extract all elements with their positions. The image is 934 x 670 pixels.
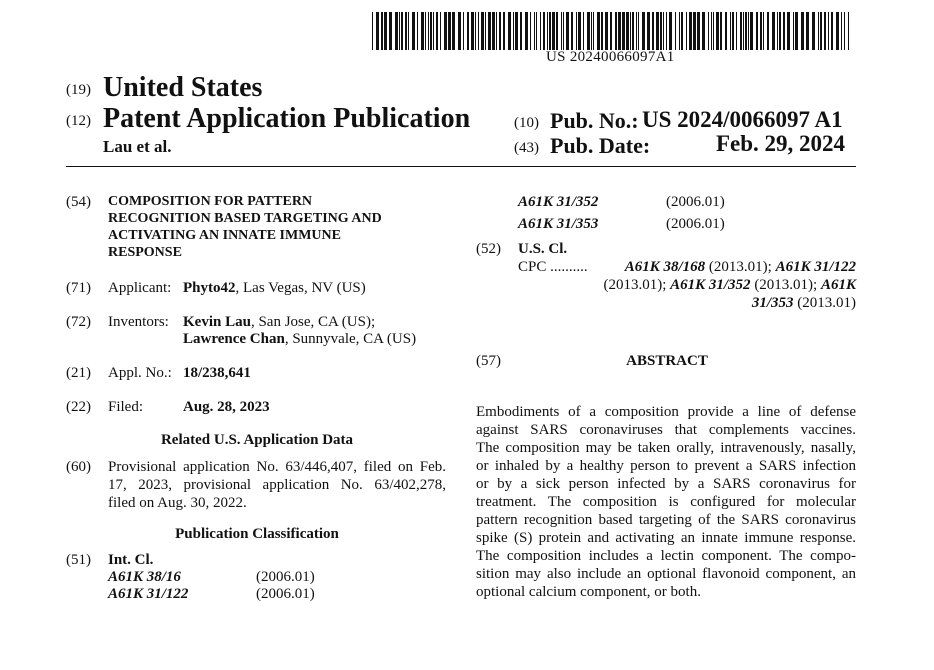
abstract-heading: ABSTRACT (626, 353, 708, 369)
code-71: (71) (66, 280, 91, 296)
cpc-year: (2013.01); (708, 259, 772, 275)
related-data-heading: Related U.S. Application Data (160, 432, 354, 448)
inventor-2-name: Lawrence Chan (183, 331, 285, 347)
code-54: (54) (66, 194, 91, 210)
us-cl-label: U.S. Cl. (518, 241, 568, 257)
provisional-line: 17, 2023, provisional application No. 63/402,278, (108, 477, 446, 493)
abstract-line: against SARS coronaviruses that complements vaccines. (476, 422, 856, 438)
int-cl-code: A61K 31/122 (108, 586, 189, 602)
abstract-line: or inhaled by a healthy person to prevent a SARS infection (476, 458, 856, 474)
cpc-line-3 (518, 294, 856, 312)
pub-no-label: Pub. No.: (550, 108, 639, 133)
cpc-year: (2013.01) (797, 295, 856, 311)
code-60: (60) (66, 459, 91, 475)
abstract-line: optional calcium component, or both. (476, 584, 701, 600)
int-cl-year: (2006.01) (666, 216, 725, 232)
pub-no: US 2024/0066097 A1 (642, 107, 843, 132)
abstract-line: sition may also include an optional flavonoid component, an (476, 566, 856, 582)
cpc-line-2 (518, 276, 856, 294)
code-19: (19) (66, 82, 91, 98)
filed-label: Filed: (108, 399, 144, 415)
cpc-label: CPC .......... (518, 259, 588, 275)
int-cl-year: (2006.01) (256, 586, 315, 602)
abstract-line: treatment. The composition is configured for molecular (476, 494, 856, 510)
invention-title (108, 193, 382, 261)
applicant-location: , Las Vegas, NV (US) (235, 280, 366, 296)
code-21: (21) (66, 365, 91, 381)
applicant-name: Phyto42 (183, 280, 236, 296)
cpc-code: A61K 31/122 (775, 259, 856, 275)
abstract-line: The composition may be taken orally, intravenously, nasally, (476, 440, 856, 456)
barcode-space (849, 12, 850, 50)
cpc-line-1 (518, 258, 856, 276)
barcode (372, 12, 850, 50)
code-10: (10) (514, 115, 539, 131)
abstract-line: The composition includes a lectin component. The compo- (476, 548, 856, 564)
code-22: (22) (66, 399, 91, 415)
cpc-code-prefix: A61K (820, 277, 856, 293)
abstract-line: or by a sick person infected by a SARS coronavirus for (476, 476, 856, 492)
pub-date: Feb. 29, 2024 (716, 131, 846, 156)
abstract-line: spike (S) protein and activating an innate immune response. (476, 530, 856, 546)
header-rule (66, 166, 856, 167)
code-43: (43) (514, 140, 539, 156)
provisional-text (108, 458, 446, 512)
int-cl-code: A61K 31/352 (518, 194, 599, 210)
abstract-text (476, 403, 856, 601)
code-57: (57) (476, 353, 501, 369)
title-line: RECOGNITION BASED TARGETING AND (108, 211, 382, 226)
applicant (183, 279, 366, 297)
cpc-year: (2013.01); (754, 277, 818, 293)
inventors-label: Inventors: (108, 314, 169, 330)
cpc-code: A61K 38/168 (624, 259, 706, 275)
inventor-2 (183, 330, 416, 348)
int-cl-code: A61K 31/353 (518, 216, 599, 232)
code-52: (52) (476, 241, 501, 257)
publication-classification-heading: Publication Classification (175, 526, 339, 542)
title-line: COMPOSITION FOR PATTERN (108, 194, 313, 209)
code-51: (51) (66, 552, 91, 568)
title-line: ACTIVATING AN INNATE IMMUNE (108, 228, 341, 243)
filed-date: Aug. 28, 2023 (183, 399, 270, 415)
cpc-code-suffix: 31/353 (751, 295, 794, 311)
cpc-code: A61K 31/352 (670, 277, 751, 293)
title-line: RESPONSE (108, 245, 182, 260)
provisional-line: filed on Aug. 30, 2022. (108, 495, 247, 511)
applicant-label: Applicant: (108, 280, 172, 296)
int-cl-code: A61K 38/16 (108, 569, 181, 585)
inventor-1-location: , San Jose, CA (US); (250, 314, 376, 330)
appl-no-label: Appl. No.: (108, 365, 172, 381)
inventor-2-location: , Sunnyvale, CA (US) (284, 331, 417, 347)
int-cl-label: Int. Cl. (108, 552, 154, 568)
barcode-number: US 20240066097A1 (546, 49, 675, 65)
appl-no: 18/238,641 (183, 365, 251, 381)
abstract-line: Embodiments of a composition provide a line of defense (476, 404, 856, 420)
pub-date-label: Pub. Date: (550, 133, 651, 158)
country: United States (103, 72, 263, 103)
int-cl-year: (2006.01) (256, 569, 315, 585)
inventor-1-name: Kevin Lau (183, 314, 251, 330)
code-12: (12) (66, 113, 91, 129)
code-72: (72) (66, 314, 91, 330)
provisional-line: Provisional application No. 63/446,407, filed on Feb. (108, 459, 446, 475)
int-cl-year: (2006.01) (666, 194, 725, 210)
abstract-line: pattern recognition based targeting of the SARS coronavirus (476, 512, 856, 528)
inventors-short: Lau et al. (103, 137, 172, 156)
document-type: Patent Application Publication (103, 103, 471, 134)
cpc-year: (2013.01); (603, 277, 667, 293)
inventor-1 (183, 313, 375, 331)
